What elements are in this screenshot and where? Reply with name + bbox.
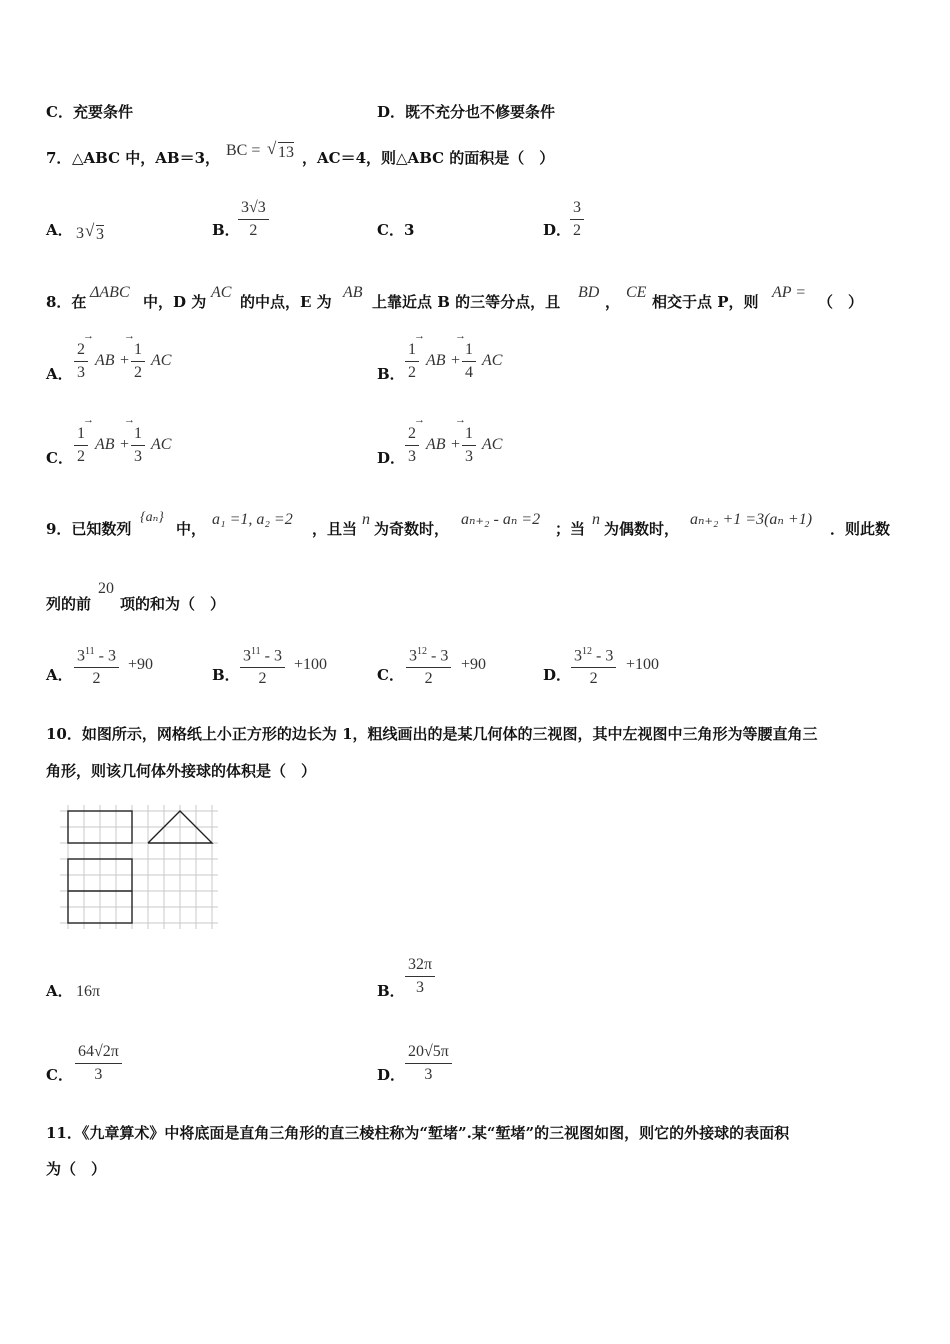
q8-option-d-d2: 3 [465,448,473,465]
q10-option-a-label: A． [46,982,73,1000]
q8-option-a-vec-ab: AB [95,352,115,369]
q9-option-d-label: D． [543,666,572,684]
q7-option-d-label: D． [543,221,572,239]
q7-option-b-numerator: 3√3 [238,198,269,220]
q10-option-d-fraction [405,1042,452,1085]
q10-option-d-numerator: 20√5π [405,1042,452,1064]
q8-stem-3: 上靠近点 B 的三等分点，且 [372,293,561,311]
q10-option-b-fraction [405,955,435,998]
q7-option-d-denominator: 2 [573,222,581,239]
q8-option-b-label: B． [377,365,405,383]
q9-option-a-label: A． [46,666,73,684]
q7-option-a-label: A． [46,221,73,239]
q7-option-b-label: B． [212,221,240,239]
q9-n-even: n [592,511,600,528]
q9-n-odd: n [362,511,370,528]
q9-odd-recurrence: aₙ₊₂ - aₙ =2 [461,511,541,528]
q8-stem-2: 的中点，E 为 [240,293,332,311]
q10-option-c-label: C． [46,1066,73,1084]
q7-sqrt-sign: √ [267,139,277,158]
q8-option-d-d1: 3 [408,448,416,465]
q8-option-d-n1: 2 [405,424,419,446]
q8-triangle: ΔABC [90,284,130,301]
q9-stem-4: ；当 [555,520,586,538]
q7-bc-label: BC = [226,142,261,159]
vector-arrow-icon: → [455,330,466,342]
q9-option-c-tail: - 3 [427,647,449,665]
q9-line2-b: 项的和为（ ） [120,595,226,613]
q10-option-c-denominator: 3 [94,1066,103,1083]
q8-number: 8．在 [46,293,87,311]
q10-option-b-numerator: 32π [405,955,435,977]
q7-bc-radicand: 13 [278,144,294,161]
q8-option-c-frac2 [131,424,145,467]
q7-option-c: C．3 [377,221,415,239]
q9-number: 9．已知数列 [46,520,132,538]
q7-option-d-numerator: 3 [570,198,584,220]
q9-option-c-label: C． [377,666,404,684]
q9-option-c-exp: 12 [417,646,427,657]
q9-stem-1: 中， [176,520,207,538]
q6-option-c: C．充要条件 [46,103,133,121]
q9-option-b-den: 2 [258,670,267,688]
q9-sequence: {aₙ} [140,510,164,525]
q7-option-b-denominator: 2 [249,222,258,239]
q10-option-c-fraction [75,1042,122,1085]
vector-arrow-icon: → [455,414,466,426]
q8-option-c-n1: 1 [74,424,88,446]
q9-option-d-fraction [571,642,616,689]
q8-option-a-frac1 [74,340,88,383]
q7-stem-a: △ABC 中，AB＝3， [72,149,221,167]
q9-option-b-exp: 11 [251,646,261,657]
q7-option-a-radicand: 3 [96,226,104,243]
q11-line2: 为（ ） [46,1160,107,1178]
q11-line1: 11．《九章算术》中将底面是直角三角形的直三棱柱称为“堑堵”.某“堑堵”的三视图如图，则它的外接球的表面积 [46,1124,790,1142]
q8-option-c-n2: 1 [131,424,145,446]
q10-option-b-denominator: 3 [416,979,425,996]
q9-option-a-den: 2 [92,670,101,688]
q8-option-d-plus: + [451,436,461,453]
q7-option-a-sqrt: √ [85,221,95,240]
q7-option-b-fraction [238,198,269,241]
q7-option-d-fraction [570,198,584,241]
q9-option-b-tail: - 3 [260,647,282,665]
q9-option-d-base: 3 [574,647,582,665]
q8-option-c-frac1 [74,424,88,467]
q9-option-d-exp: 12 [582,646,592,657]
q8-option-c-d1: 2 [77,448,85,465]
q10-option-b-label: B． [377,982,405,1000]
q9-option-b-add: +100 [294,656,328,673]
three-view-grid-figure [58,803,220,931]
q8-option-a-plus: + [120,352,130,369]
q9-option-d-add: +100 [626,656,660,673]
q9-twenty: 20 [98,580,114,597]
q10-option-d-denominator: 3 [424,1066,433,1083]
q9-initial-terms: a₁ =1, a₂ =2 [212,511,293,528]
q9-option-c-den: 2 [424,670,433,688]
q8-option-a-d1: 3 [77,364,85,381]
q10-option-a-value: 16π [76,983,101,1000]
q10-option-c-numerator: 64√2π [75,1042,122,1064]
q8-option-c-vec-ac: AC [151,436,172,453]
q9-stem-5: 为偶数时， [604,520,680,538]
q9-option-c-add: +90 [461,656,487,673]
vector-arrow-icon: → [83,414,94,426]
q8-option-d-vec-ab: AB [426,436,446,453]
q9-option-a-exp: 11 [85,646,95,657]
q8-option-b-frac2 [462,340,476,383]
q8-option-b-plus: + [451,352,461,369]
q8-stem-4: 相交于点 P，则 [652,293,759,311]
vector-arrow-icon: → [124,330,135,342]
q8-stem-1: 中，D 为 [143,293,207,311]
q7-stem-b: ，AC＝4，则△ABC 的面积是（ ） [302,149,555,167]
q9-option-a-tail: - 3 [94,647,116,665]
q10-line1: 10．如图所示，网格纸上小正方形的边长为 1，粗线画出的是某几何体的三视图，其中左视图中三角形为等腰直角三 [46,725,818,743]
q8-option-a-d2: 2 [134,364,142,381]
q9-option-b-label: B． [212,666,240,684]
q9-even-recurrence: aₙ₊₂ +1 =3(aₙ +1) [690,511,813,528]
q9-option-b-base: 3 [243,647,251,665]
q10-line2: 角形，则该几何体外接球的体积是（ ） [46,762,317,780]
vector-arrow-icon: → [124,414,135,426]
q7-option-a-coef: 3 [76,225,84,242]
q8-option-a-vec-ac: AC [151,352,172,369]
vector-arrow-icon: → [414,330,425,342]
q8-ap: AP = [772,284,807,301]
q8-bd: BD [578,284,600,301]
q9-option-a-fraction [74,642,119,689]
q9-option-a-add: +90 [128,656,154,673]
q8-option-c-vec-ab: AB [95,436,115,453]
q8-option-b-vec-ab: AB [426,352,446,369]
q9-option-d-den: 2 [589,670,598,688]
q8-stem-5: （ ） [818,293,864,311]
q9-stem-3: 为奇数时， [374,520,450,538]
q10-option-d-label: D． [377,1066,406,1084]
q9-option-c-fraction [406,642,451,689]
q9-option-d-tail: - 3 [592,647,614,665]
q8-option-b-vec-ac: AC [482,352,503,369]
q8-option-b-frac1 [405,340,419,383]
q8-ab: AB [343,284,363,301]
q9-stem-2: ，且当 [312,520,358,538]
q8-option-b-d2: 4 [465,364,473,381]
q8-ce: CE [626,284,647,301]
q8-option-d-vec-ac: AC [482,436,503,453]
q8-ac: AC [211,284,232,301]
q8-option-d-n2: 1 [462,424,476,446]
q9-option-b-fraction [240,642,285,689]
q7-number: 7． [46,149,72,167]
q9-stem-6: ．则此数 [830,520,891,538]
q8-option-b-n2: 1 [462,340,476,362]
q8-option-c-plus: + [120,436,130,453]
q8-option-a-label: A． [46,365,73,383]
q8-option-a-n2: 1 [131,340,145,362]
q8-option-b-n1: 1 [405,340,419,362]
q8-option-c-label: C． [46,449,73,467]
q8-option-b-d1: 2 [408,364,416,381]
q8-comma: ， [605,293,621,311]
q9-option-c-base: 3 [409,647,417,665]
q9-line2-a: 列的前 [46,595,92,613]
vector-arrow-icon: → [83,330,94,342]
q8-option-a-n1: 2 [74,340,88,362]
q6-option-d: D．既不充分也不修要条件 [377,103,556,121]
q8-option-d-frac1 [405,424,419,467]
q8-option-c-d2: 3 [134,448,142,465]
q8-option-d-frac2 [462,424,476,467]
vector-arrow-icon: → [414,414,425,426]
q8-option-a-frac2 [131,340,145,383]
q8-option-d-label: D． [377,449,406,467]
q9-option-a-base: 3 [77,647,85,665]
